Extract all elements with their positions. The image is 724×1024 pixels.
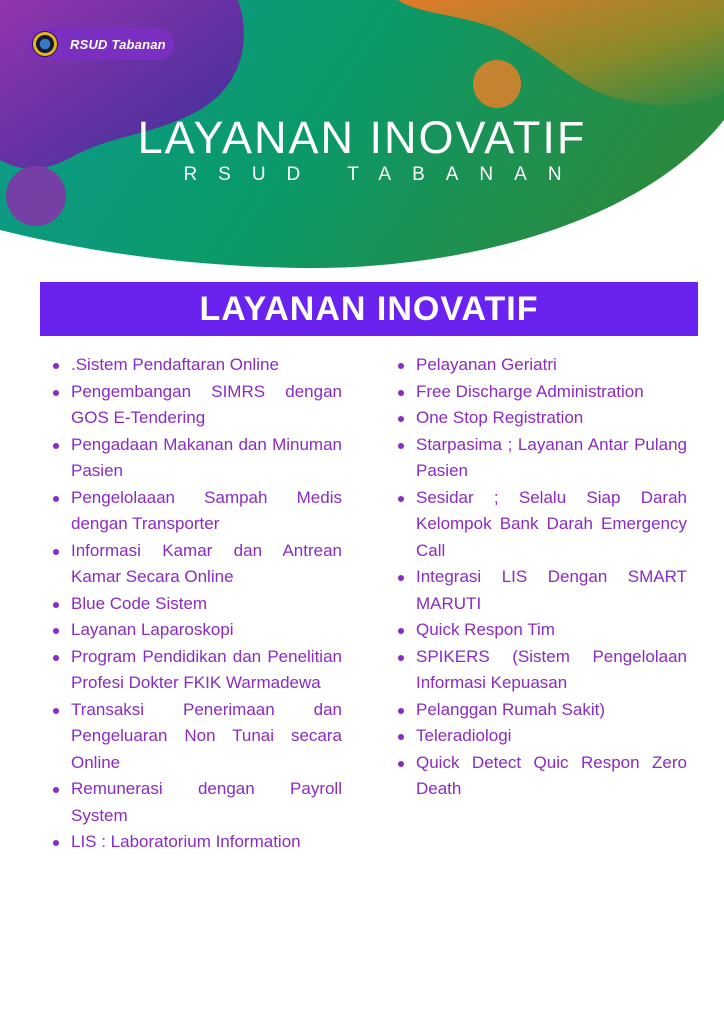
list-item: Free Discharge Administration (398, 379, 687, 406)
list-item: Pelanggan Rumah Sakit) (398, 697, 687, 724)
list-item: Quick Respon Tim (398, 617, 687, 644)
hospital-logo-icon (32, 31, 58, 57)
section-banner (40, 282, 698, 336)
list-item: Remunerasi dengan Payroll System (53, 776, 342, 829)
services-list-right (398, 352, 687, 803)
hospital-badge (28, 28, 174, 60)
list-item: Pengembangan SIMRS dengan GOS E-Tendering (53, 379, 342, 432)
list-item: Layanan Laparoskopi (53, 617, 342, 644)
list-item: Quick Detect Quic Respon Zero Death (398, 750, 687, 803)
list-item: Integrasi LIS Dengan SMART MARUTI (398, 564, 687, 617)
list-item: Program Pendidikan dan Penelitian Profesi Dokter FKIK Warmadewa (53, 644, 342, 697)
page-title: LAYANAN INOVATIF (137, 112, 587, 163)
list-item: Transaksi Penerimaan dan Pengeluaran Non Tunai secara Online (53, 697, 342, 777)
list-item: Sesidar ; Selalu Siap Darah Kelompok Bank Darah Emergency Call (398, 485, 687, 565)
list-item: Blue Code Sistem (53, 591, 342, 618)
small-orange-circle (473, 60, 521, 108)
section-title: LAYANAN INOVATIF (199, 289, 539, 328)
list-item: Pengelolaaan Sampah Medis dengan Transporter (53, 485, 342, 538)
list-item: Pengadaan Makanan dan Minuman Pasien (53, 432, 342, 485)
list-item: .Sistem Pendaftaran Online (53, 352, 342, 379)
list-item: SPIKERS (Sistem Pengelolaan Informasi Kepuasan (398, 644, 687, 697)
list-item: Teleradiologi (398, 723, 687, 750)
badge-label: RSUD Tabanan (70, 36, 166, 52)
list-item: Informasi Kamar dan Antrean Kamar Secara Online (53, 538, 342, 591)
page-subtitle: RSUD TABANAN (183, 164, 583, 185)
list-item: LIS : Laboratorium Information (53, 829, 342, 856)
list-item: Starpasima ; Layanan Antar Pulang Pasien (398, 432, 687, 485)
services-list-left (53, 352, 342, 856)
list-item: One Stop Registration (398, 405, 687, 432)
list-item: Pelayanan Geriatri (398, 352, 687, 379)
